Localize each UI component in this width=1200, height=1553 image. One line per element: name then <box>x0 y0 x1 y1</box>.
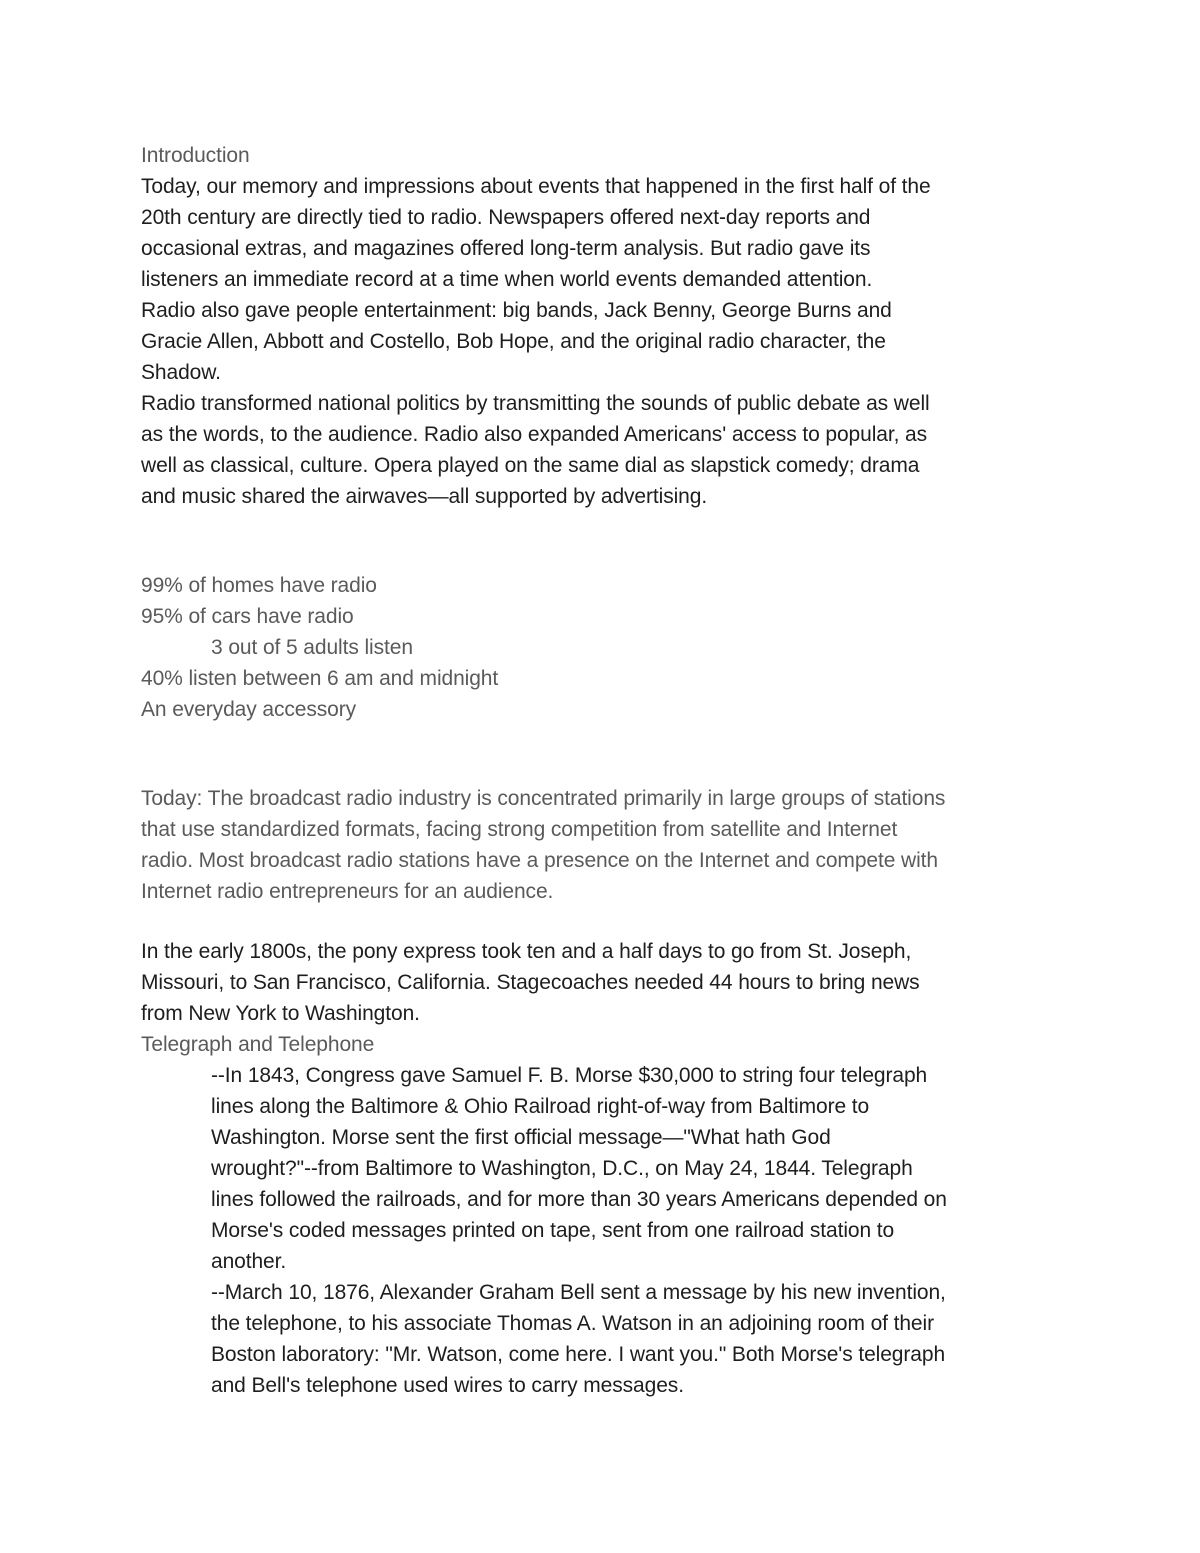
telegraph-heading: Telegraph and Telephone <box>141 1033 375 1056</box>
intro-heading: Introduction <box>141 144 250 167</box>
history-section <box>141 936 1071 1401</box>
text-line: as the words, to the audience. Radio also expanded Americans' access to popular, as <box>141 423 928 446</box>
text-line: Missouri, to San Francisco, California. Stagecoaches needed 44 hours to bring news <box>141 971 920 994</box>
text-line: lines followed the railroads, and for more than 30 years Americans depended on <box>211 1188 947 1211</box>
stat-item: An everyday accessory <box>141 698 356 721</box>
text-line: In the early 1800s, the pony express took ten and a half days to go from St. Joseph, <box>141 940 912 963</box>
text-line: occasional extras, and magazines offered long-term analysis. But radio gave its <box>141 237 871 260</box>
text-line: and Bell's telephone used wires to carry messages. <box>211 1374 684 1397</box>
text-line: Gracie Allen, Abbott and Costello, Bob Hope, and the original radio character, the <box>141 330 886 353</box>
stats-list <box>141 570 1071 725</box>
text-line: Radio transformed national politics by transmitting the sounds of public debate as well <box>141 392 930 415</box>
text-line: and music shared the airwaves—all supported by advertising. <box>141 485 708 508</box>
text-line: from New York to Washington. <box>141 1002 420 1025</box>
stat-item: 95% of cars have radio <box>141 605 354 628</box>
today-paragraph <box>141 783 1071 907</box>
text-line: Boston laboratory: "Mr. Watson, come here. I want you." Both Morse's telegraph <box>211 1343 946 1366</box>
stat-item: 40% listen between 6 am and midnight <box>141 667 499 690</box>
intro-section <box>141 140 1071 512</box>
text-line: Today, our memory and impressions about events that happened in the first half of the <box>141 175 931 198</box>
text-line: Shadow. <box>141 361 221 384</box>
intro-paragraph-3 <box>141 388 1071 512</box>
text-line: listeners an immediate record at a time when world events demanded attention. <box>141 268 873 291</box>
early-paragraph <box>141 936 1071 1029</box>
bell-paragraph <box>141 1277 1071 1401</box>
text-line: well as classical, culture. Opera played on the same dial as slapstick comedy; drama <box>141 454 920 477</box>
text-line: Today: The broadcast radio industry is concentrated primarily in large groups of stations <box>141 787 946 810</box>
text-line: 20th century are directly tied to radio. Newspapers offered next-day reports and <box>141 206 871 229</box>
stat-item: 3 out of 5 adults listen <box>211 636 413 659</box>
text-line: --In 1843, Congress gave Samuel F. B. Morse $30,000 to string four telegraph <box>211 1064 928 1087</box>
text-line: radio. Most broadcast radio stations have a presence on the Internet and compete with <box>141 849 938 872</box>
text-line: Washington. Morse sent the first official message—"What hath God <box>211 1126 831 1149</box>
intro-paragraph-1 <box>141 171 1071 295</box>
text-line: the telephone, to his associate Thomas A. Watson in an adjoining room of their <box>211 1312 934 1335</box>
text-line: Internet radio entrepreneurs for an audience. <box>141 880 554 903</box>
morse-paragraph <box>141 1060 1071 1277</box>
text-line: lines along the Baltimore & Ohio Railroad right-of-way from Baltimore to <box>211 1095 870 1118</box>
text-line: another. <box>211 1250 287 1273</box>
text-line: that use standardized formats, facing strong competition from satellite and Internet <box>141 818 898 841</box>
text-line: Radio also gave people entertainment: big bands, Jack Benny, George Burns and <box>141 299 892 322</box>
text-line: wrought?"--from Baltimore to Washington, D.C., on May 24, 1844. Telegraph <box>211 1157 913 1180</box>
stat-item: 99% of homes have radio <box>141 574 377 597</box>
text-line: Morse's coded messages printed on tape, sent from one railroad station to <box>211 1219 895 1242</box>
intro-paragraph-2 <box>141 295 1071 388</box>
text-line: --March 10, 1876, Alexander Graham Bell sent a message by his new invention, <box>211 1281 946 1304</box>
